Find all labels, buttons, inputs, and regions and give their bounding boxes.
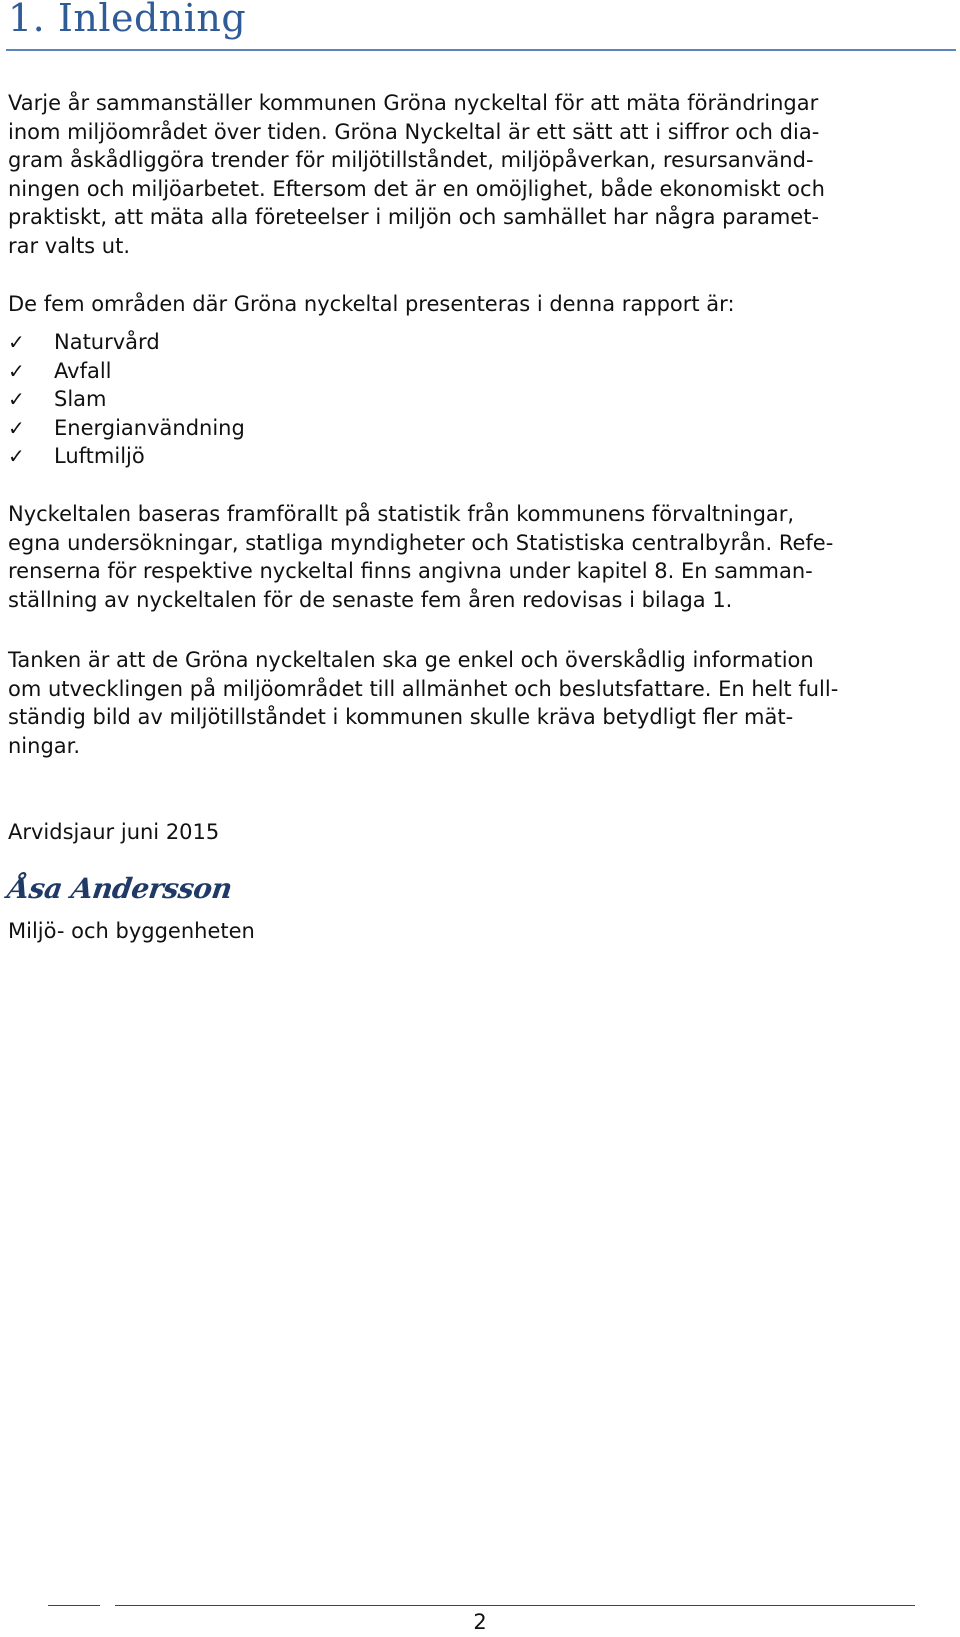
checklist-item-label: Luftmiljö xyxy=(54,444,145,469)
page-heading: 1. Inledning xyxy=(8,0,247,40)
page-number: 2 xyxy=(473,1610,487,1634)
footer-divider-left xyxy=(48,1605,100,1606)
checklist-item xyxy=(8,328,245,357)
department-name: Miljö- och byggenheten xyxy=(8,919,255,943)
checkmark-icon: ✓ xyxy=(8,444,25,469)
checkmark-icon: ✓ xyxy=(8,415,25,440)
checklist-item xyxy=(8,357,245,386)
areas-checklist xyxy=(8,328,245,471)
checklist-item-label: Avfall xyxy=(54,358,112,383)
checkmark-icon: ✓ xyxy=(8,387,25,412)
checklist-item xyxy=(8,442,245,471)
checklist-item-label: Naturvård xyxy=(54,330,160,354)
checklist-item-label: Energianvändning xyxy=(54,415,245,440)
checklist-item xyxy=(8,414,245,443)
areas-intro-paragraph: De fem områden där Gröna nyckeltal presenteras i denna rapport är: xyxy=(8,292,735,316)
handwritten-signature: Åsa Andersson xyxy=(5,872,234,905)
checkmark-icon: ✓ xyxy=(8,358,25,383)
purpose-paragraph: Tanken är att de Gröna nyckeltalen ska ge enkel och överskådlig information om utvecklingen på miljöområdet till allmänhet och beslutsfattare. En helt full- ständig bild av miljötillståndet i kommunen skulle kräva betydligt fler mät- ningar. xyxy=(8,648,839,758)
checklist-item xyxy=(8,385,245,414)
intro-paragraph: Varje år sammanställer kommunen Gröna nyckeltal för att mäta förändringar inom miljöområdet över tiden. Gröna Nyckeltal är ett sätt att i siffror och dia- gram åskådliggöra trender för miljötillståndet, miljöpåverkan, resursanvänd- ningen och miljöarbetet. Eftersom det är en omöjlighet, både ekonomiskt och praktiskt, att mäta alla företeelser i miljön och samhället har några paramet- rar valts ut. xyxy=(8,91,825,258)
checkmark-icon: ✓ xyxy=(8,330,25,354)
heading-underline xyxy=(6,49,956,51)
checklist-item-label: Slam xyxy=(54,387,107,412)
place-and-date: Arvidsjaur juni 2015 xyxy=(8,820,220,844)
basis-paragraph: Nyckeltalen baseras framförallt på statistik från kommunens förvaltningar, egna undersökningar, statliga myndigheter och Statistiska centralbyrån. Refe- renserna för respektive nyckeltal finns angivna under kapitel 8. En samman- ställning av nyckeltalen för de senaste fem åren redovisas i bilaga 1. xyxy=(8,502,834,612)
footer-divider xyxy=(115,1605,915,1606)
